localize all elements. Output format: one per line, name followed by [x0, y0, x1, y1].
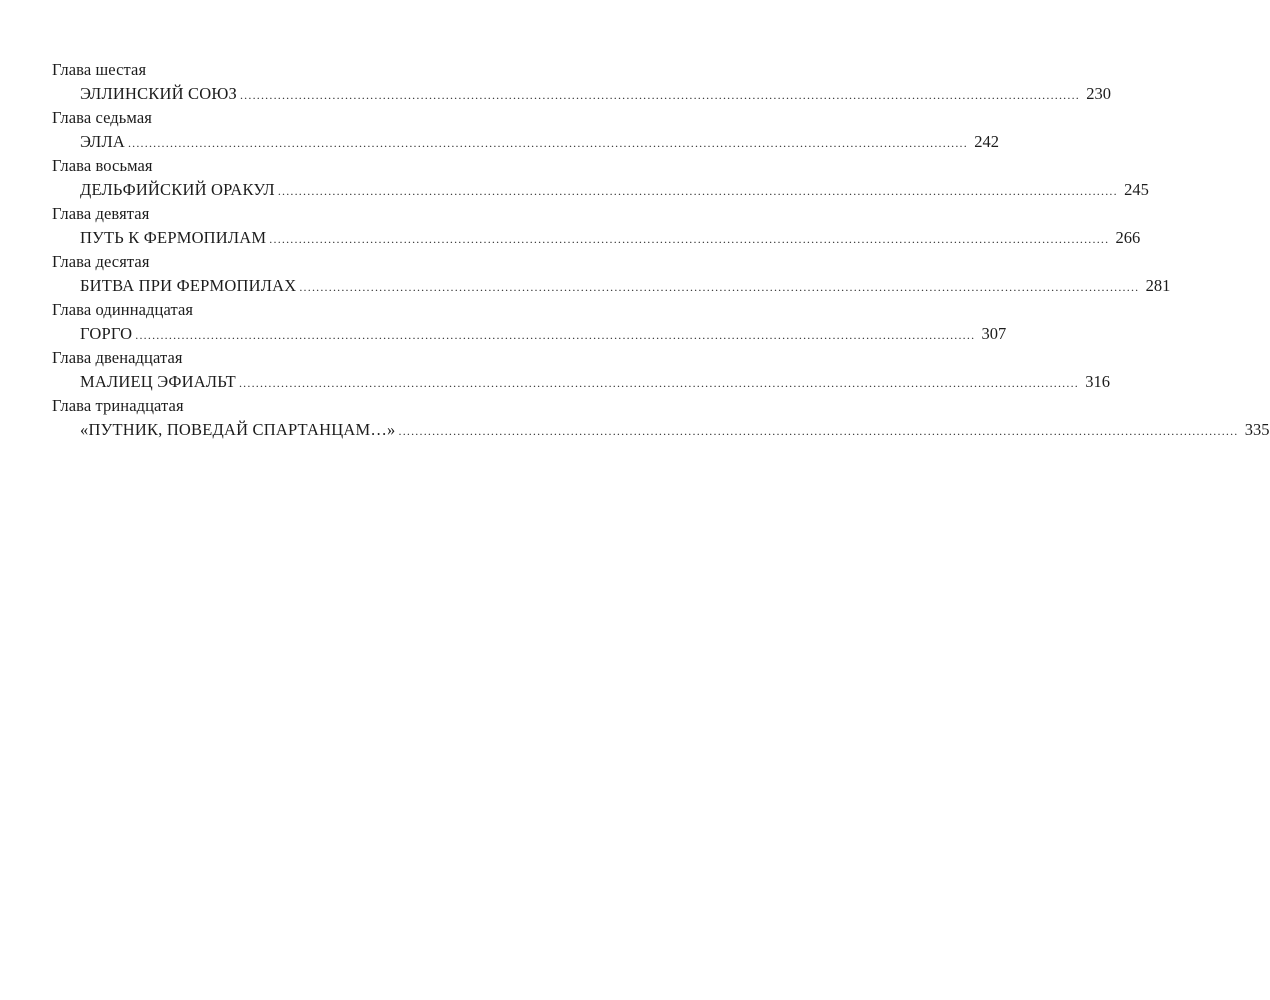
toc-entry [52, 226, 1141, 250]
toc-chapter [52, 394, 1270, 442]
chapter-title: МАЛИЕЦ ЭФИАЛЬТ [80, 372, 236, 391]
table-of-contents [52, 58, 1270, 442]
toc-chapter [52, 106, 999, 154]
chapter-title: ПУТЬ К ФЕРМОПИЛАМ [80, 228, 267, 247]
chapter-title: ГОРГО [80, 324, 133, 343]
page-number: 245 [1124, 180, 1149, 199]
toc-chapter [52, 346, 1110, 394]
page-number: 335 [1244, 420, 1270, 439]
page-number: 316 [1085, 372, 1110, 391]
toc-entry [52, 178, 1149, 202]
page-number: 266 [1115, 228, 1141, 247]
dot-leader: ........................................................................................................................................................................................................ [398, 424, 1239, 438]
toc-chapter [52, 298, 1007, 346]
toc-entry [52, 274, 1171, 298]
page-number: 307 [981, 324, 1007, 343]
chapter-title: «ПУТНИК, ПОВЕДАЙ СПАРТАНЦАМ…» [80, 420, 396, 439]
toc-entry [52, 418, 1270, 442]
chapter-label: Глава девятая [52, 204, 150, 223]
dot-leader: ........................................................................................................................................................................................................ [269, 232, 1110, 246]
dot-leader: ........................................................................................................................................................................................................ [277, 184, 1118, 198]
dot-leader: ........................................................................................................................................................................................................ [299, 280, 1140, 294]
chapter-label: Глава седьмая [52, 108, 152, 127]
chapter-title: ДЕЛЬФИЙСКИЙ ОРАКУЛ [80, 180, 275, 199]
toc-chapter [52, 154, 1149, 202]
chapter-title: БИТВА ПРИ ФЕРМОПИЛАХ [80, 276, 297, 295]
dot-leader: ........................................................................................................................................................................................................ [238, 376, 1079, 390]
toc-chapter [52, 250, 1171, 298]
page-number: 281 [1145, 276, 1171, 295]
toc-chapter [52, 202, 1141, 250]
toc-entry [52, 130, 999, 154]
chapter-title: ЭЛЛА [80, 132, 125, 151]
dot-leader: ........................................................................................................................................................................................................ [135, 328, 976, 342]
chapter-label: Глава десятая [52, 252, 150, 271]
page-number: 230 [1086, 84, 1111, 103]
chapter-label: Глава двенадцатая [52, 348, 183, 367]
chapter-title: ЭЛЛИНСКИЙ СОЮЗ [80, 84, 237, 103]
dot-leader: ........................................................................................................................................................................................................ [239, 88, 1080, 102]
dot-leader: ........................................................................................................................................................................................................ [127, 136, 968, 150]
toc-entry [52, 370, 1110, 394]
page-number: 242 [974, 132, 999, 151]
toc-entry [52, 322, 1007, 346]
chapter-label: Глава шестая [52, 60, 147, 79]
chapter-label: Глава восьмая [52, 156, 153, 175]
toc-chapter [52, 58, 1111, 106]
chapter-label: Глава одиннадцатая [52, 300, 194, 319]
chapter-label: Глава тринадцатая [52, 396, 184, 415]
toc-entry [52, 82, 1111, 106]
